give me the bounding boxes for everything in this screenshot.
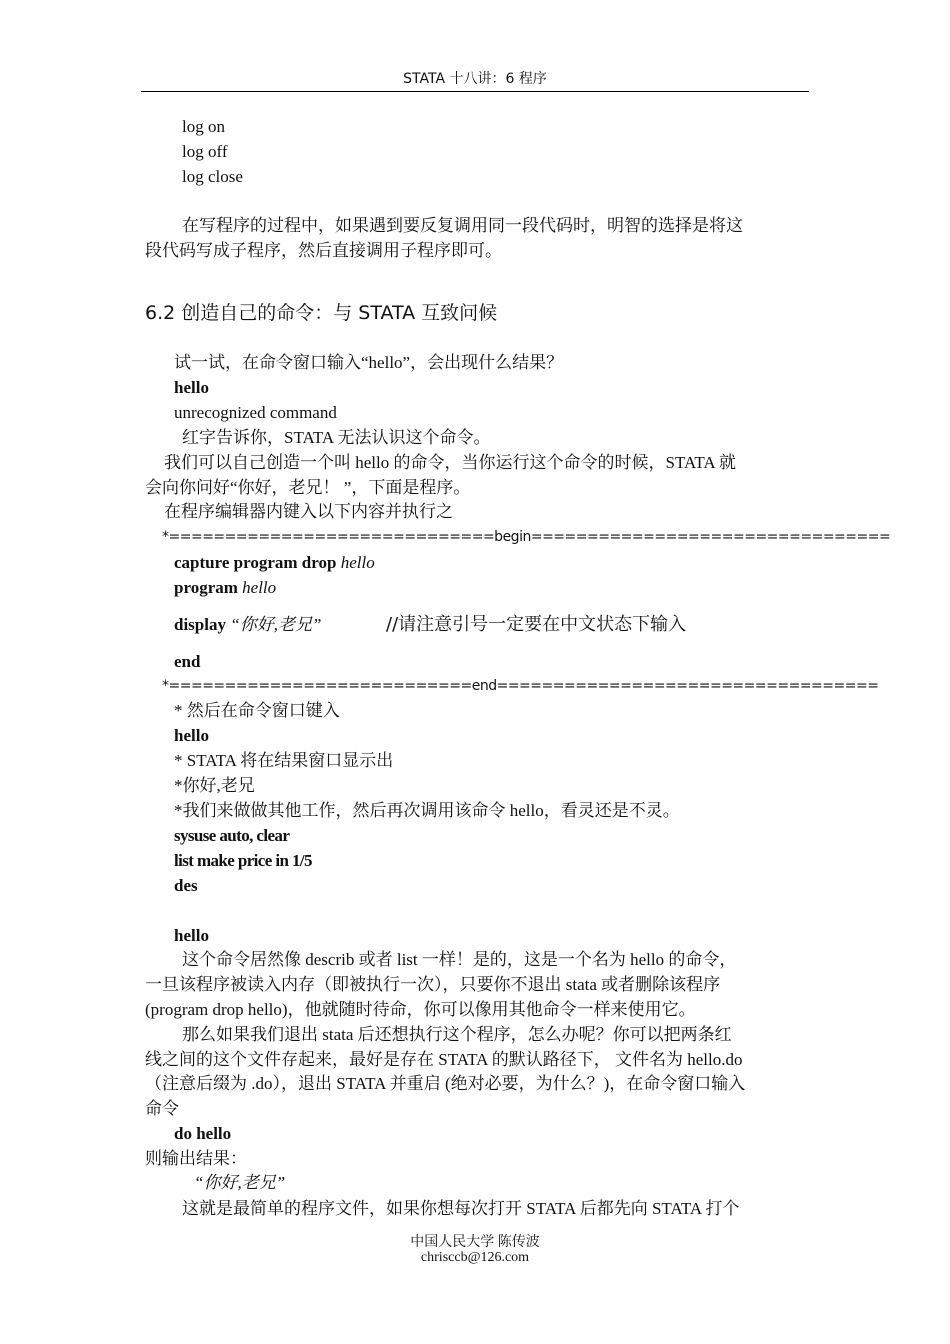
footer-email: chrisccb@126.com: [420, 1250, 530, 1265]
try-intro: 试一试，在命令窗口输入“hello”，会出现什么结果？: [174, 353, 564, 372]
paragraph-exit-line2: 线之间的这个文件存起来，最好是存在 STATA 的默认路径下， 文件名为 hello.do: [145, 1050, 743, 1069]
log-close-line: log close: [182, 167, 243, 186]
paragraph-subroutine-line1: 在写程序的过程中，如果遇到要反复调用同一段代码时，明智的选择是将这: [182, 216, 743, 235]
display-keyword: display: [174, 615, 226, 634]
after-line-2: hello: [174, 726, 209, 745]
unrecognized-output: unrecognized command: [174, 403, 337, 422]
display-line: [174, 614, 321, 636]
after-line-1: * 然后在命令窗口键入: [174, 701, 340, 720]
after-line-3: * STATA 将在结果窗口显示出: [174, 751, 394, 770]
footer-affiliation: 中国人民大学 陈传波: [410, 1235, 540, 1250]
paragraph-subroutine-line2: 段代码写成子程序，然后直接调用子程序即可。: [145, 241, 502, 260]
do-hello-command: do hello: [174, 1124, 232, 1143]
program-argument: hello: [242, 578, 277, 597]
hello-command-again: hello: [174, 926, 209, 945]
section-heading: 6.2 创造自己的命令：与 STATA 互致问候: [145, 302, 498, 324]
paragraph-exit-line3: （注意后缀为 .do），退出 STATA 并重启 (绝对必要，为什么？)，在命令窗口输入: [145, 1074, 746, 1093]
capture-program-line: [174, 552, 375, 574]
begin-rule: *=============================begin================================: [162, 529, 891, 545]
after-line-4: *你好,老兄: [174, 776, 255, 795]
program-line: [174, 577, 276, 599]
paragraph-exit-line1: 那么如果我们退出 stata 后还想执行这个程序，怎么办呢？你可以把两条红: [182, 1025, 732, 1044]
des-command: des: [174, 876, 198, 895]
display-argument: “你好,老兄”: [230, 615, 322, 634]
result-label: 则输出结果：: [145, 1149, 247, 1168]
editor-instruction: 在程序编辑器内键入以下内容并执行之: [164, 502, 453, 521]
program-keyword: program: [174, 578, 238, 597]
end-rule: *===========================end==================================: [162, 678, 879, 694]
header-rule: [141, 91, 809, 92]
paragraph-describ-line1: 这个命令居然像 describ 或者 list 一样！是的，这是一个名为 hello 的命令，: [182, 950, 737, 969]
sysuse-command: sysuse auto, clear: [174, 826, 290, 845]
log-on-line: log on: [182, 117, 225, 136]
create-command-line2: 会向你问好“你好，老兄！ ”，下面是程序。: [145, 478, 471, 497]
hello-command: hello: [174, 378, 209, 397]
red-text-note: 红字告诉你，STATA 无法认识这个命令。: [182, 428, 491, 447]
paragraph-exit-line4: 命令: [145, 1099, 179, 1118]
create-command-line1: 我们可以自己创造一个叫 hello 的命令，当你运行这个命令的时候，STATA 就: [164, 453, 736, 472]
page-header: STATA 十八讲：6 程序: [403, 71, 547, 87]
display-comment: //请注意引号一定要在中文状态下输入: [386, 614, 687, 635]
capture-argument: hello: [340, 553, 375, 572]
list-command: list make price in 1/5: [174, 851, 312, 870]
paragraph-describ-line2: 一旦该程序被读入内存（即被执行一次），只要你不退出 stata 或者删除该程序: [145, 975, 721, 994]
end-keyword: end: [174, 652, 201, 671]
closing-line: 这就是最简单的程序文件，如果你想每次打开 STATA 后都先向 STATA 打个: [182, 1199, 740, 1218]
log-off-line: log off: [182, 142, 228, 161]
result-value: “你好,老兄”: [194, 1173, 286, 1192]
capture-keyword: capture program drop: [174, 553, 337, 572]
after-line-5: *我们来做做其他工作，然后再次调用该命令 hello，看灵还是不灵。: [174, 801, 680, 820]
paragraph-describ-line3: (program drop hello)，他就随时待命，你可以像用其他命令一样来使用它。: [145, 1000, 696, 1019]
